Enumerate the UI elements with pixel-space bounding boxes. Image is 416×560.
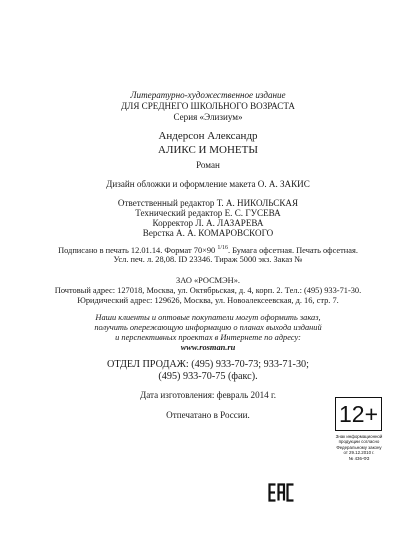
genre-line: Литературно-художественное издание [130,90,286,100]
format-fraction: 1/16 [217,245,229,251]
notice-line-3: и перспективных проектах в Интернете по адресу: [115,333,301,342]
publisher-postal: Почтовый адрес: 127018, Москва, ул. Октябрьская, д. 4, корп. 2. Тел.: (495) 933-71-30. [54,286,362,295]
proofreader-credit: Корректор Л. А. ЛАЗАРЕВА [152,218,264,228]
age-note-line-4: от 29.12.2010 г. [343,450,375,456]
printed-in: Отпечатано в России. [166,410,250,420]
age-rating-note [330,434,388,461]
manufacture-date: Дата изготовления: февраль 2014 г. [140,390,276,400]
print-signed-line [0,245,416,255]
notice-line-2: получить опережающую информацию о планах выхода изданий [94,323,322,332]
sales-line-2: (495) 933-70-75 (факс). [158,371,258,382]
tech-editor-credit: Технический редактор Е. С. ГУСЕВА [135,208,281,218]
editor-credit: Ответственный редактор Т. А. НИКОЛЬСКАЯ [117,198,299,208]
series-line: Серия «Элизиум» [173,112,243,122]
sales-line-1: ОТДЕЛ ПРОДАЖ: (495) 933-70-73; 933-71-30; [107,359,309,370]
age-note-line-2: продукции согласно [338,439,380,445]
audience-line: ДЛЯ СРЕДНЕГО ШКОЛЬНОГО ВОЗРАСТА [120,101,296,111]
book-form: Роман [196,160,220,170]
book-title: АЛИКС И МОНЕТЫ [158,144,258,156]
age-rating-label: 12+ [338,401,378,427]
website-url: www.rosman.ru [180,343,236,352]
publisher-name: ЗАО «РОСМЭН». [176,276,240,285]
design-credit: Дизайн обложки и оформление макета О. А. ЗАКИС [106,179,310,189]
notice-line-1: Наши клиенты и оптовые покупатели могут оформить заказ, [95,313,321,322]
print-sheets-line: Усл. печ. л. 28,08. ID 23346. Тираж 5000 экз. Заказ № [113,255,303,264]
print-signed-prefix: Подписано в печать 12.01.14. Формат 70×90 [58,245,218,255]
publisher-legal: Юридический адрес: 129626, Москва, ул. Новоалексеевская, д. 16, стр. 7. [77,296,339,305]
age-note-line-1: Знак информационной [335,434,383,439]
eac-conformity-icon [268,483,295,502]
age-note-line-5: № 436-ФЗ [348,455,370,461]
age-note-line-3: Федеральному закону [336,444,382,450]
author-name: Андерсон Александр [158,130,258,142]
layout-credit: Верстка А. А. КОМАРОВСКОГО [142,228,274,238]
print-signed-suffix: . Бумага офсетная. Печать офсетная. [228,245,358,255]
